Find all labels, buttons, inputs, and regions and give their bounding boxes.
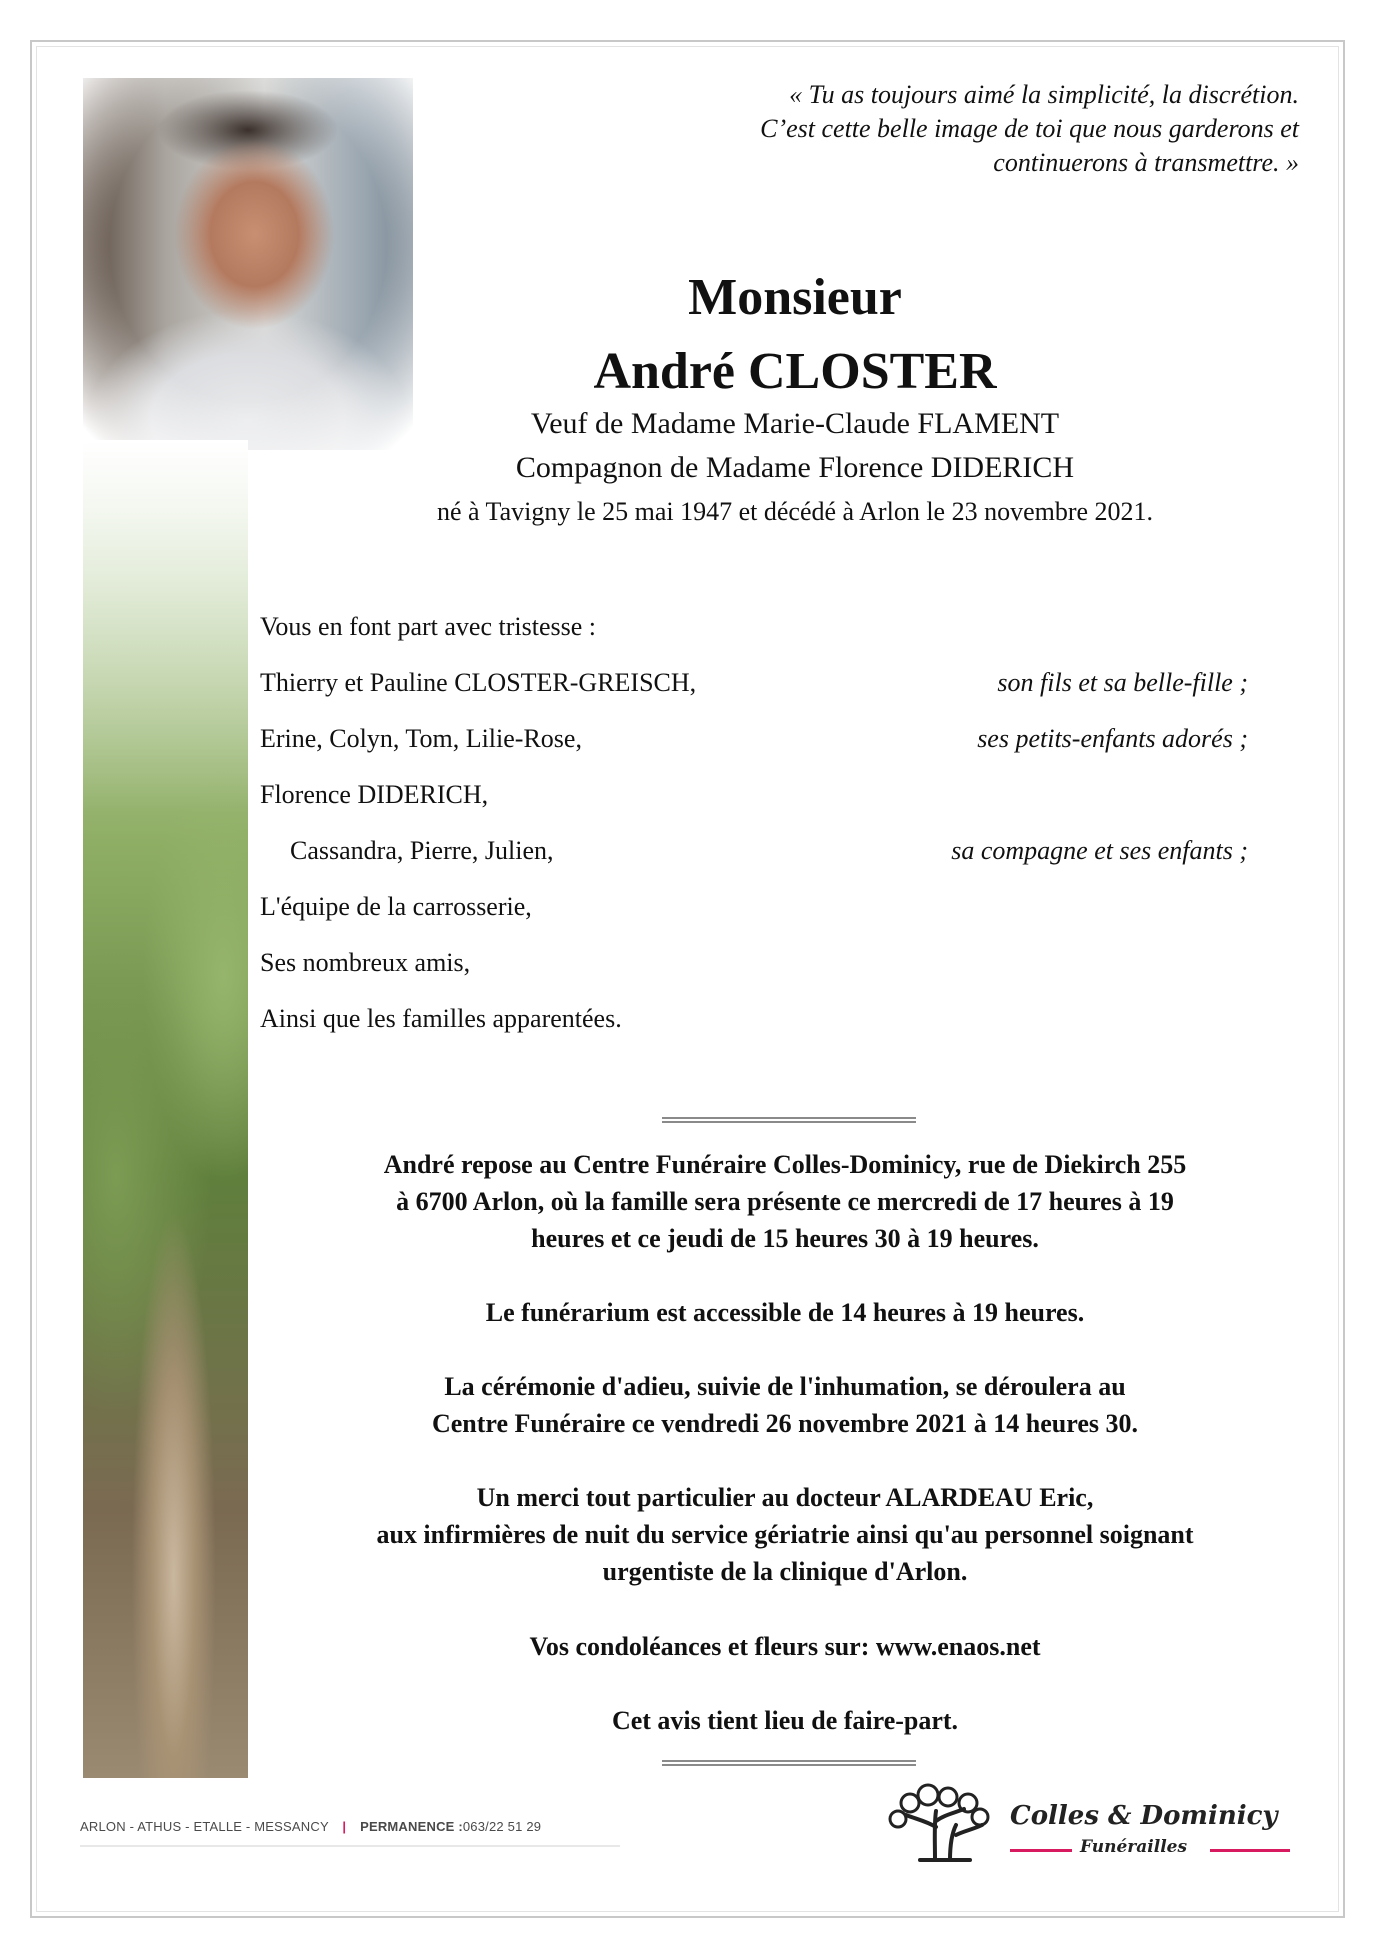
repose-line: à 6700 Arlon, où la famille sera présente ce mercredi de 17 heures à 19 — [396, 1187, 1174, 1216]
family-row — [260, 668, 1260, 724]
ceremony-line: Centre Funéraire ce vendredi 26 novembre 2021 à 14 heures 30. — [431, 1409, 1138, 1438]
thanks-line: Un merci tout particulier au docteur ALARDEAU Eric, — [476, 1483, 1094, 1512]
family-relation: ses petits-enfants adorés ; — [977, 724, 1248, 753]
memorial-quote — [499, 78, 1299, 180]
repose-line: heures et ce jeudi de 15 heures 30 à 19 heures. — [531, 1224, 1039, 1253]
repose-paragraph — [260, 1146, 1310, 1257]
tree-icon — [880, 1775, 1000, 1865]
permanence-label: PERMANENCE : — [360, 1819, 463, 1834]
family-member: Cassandra, Pierre, Julien, — [290, 836, 554, 865]
footer-contact — [80, 1819, 541, 1834]
logo-subtitle: Funérailles — [1080, 1837, 1188, 1857]
thanks-paragraph — [260, 1479, 1310, 1590]
family-row — [260, 948, 1260, 1004]
quote-line: continuerons à transmettre. » — [993, 148, 1299, 177]
family-row — [260, 1004, 1260, 1060]
family-list — [260, 612, 1260, 1060]
honorific: Monsieur — [688, 269, 902, 326]
family-row — [260, 724, 1260, 780]
quote-line: « Tu as toujours aimé la simplicité, la discrétion. — [789, 80, 1299, 109]
condolences-line: Vos condoléances et fleurs sur: www.enaos.net — [529, 1632, 1041, 1661]
family-member: Erine, Colyn, Tom, Lilie-Rose, — [260, 724, 582, 753]
condolences-paragraph — [260, 1628, 1310, 1665]
family-row — [260, 892, 1260, 948]
footer-locations: ARLON - ATHUS - ETALLE - MESSANCY — [80, 1819, 329, 1834]
funerarium-line: Le funérarium est accessible de 14 heures à 19 heures. — [485, 1298, 1085, 1327]
family-relation: sa compagne et ses enfants ; — [951, 836, 1248, 865]
family-member: Ses nombreux amis, — [260, 948, 471, 977]
birth-death-line: né à Tavigny le 25 mai 1947 et décédé à Arlon le 23 novembre 2021. — [436, 497, 1154, 526]
footer-separator: | — [342, 1819, 347, 1834]
family-intro: Vous en font part avec tristesse : — [260, 612, 596, 641]
ceremony-paragraph — [260, 1368, 1310, 1442]
notice-paragraph — [260, 1702, 1310, 1739]
logo-name: Colles & Dominicy — [1010, 1801, 1278, 1831]
section-divider — [662, 1117, 916, 1123]
partner-line: Compagnon de Madame Florence DIDERICH — [515, 451, 1075, 484]
repose-line: André repose au Centre Funéraire Colles-Dominicy, rue de Diekirch 255 — [383, 1150, 1187, 1179]
thanks-line: urgentiste de la clinique d'Arlon. — [602, 1557, 968, 1586]
family-member: Florence DIDERICH, — [260, 780, 489, 809]
family-row — [260, 836, 1260, 892]
family-intro-row — [260, 612, 1260, 668]
logo-accent-bar — [1010, 1849, 1072, 1852]
logo-accent-bar — [1210, 1849, 1290, 1852]
forest-path-image — [83, 440, 248, 1778]
family-member: Thierry et Pauline CLOSTER-GREISCH, — [260, 668, 697, 697]
funerarium-paragraph — [260, 1294, 1310, 1331]
family-relation: son fils et sa belle-fille ; — [997, 668, 1248, 697]
quote-line: C’est cette belle image de toi que nous garderons et — [760, 114, 1299, 143]
family-row — [260, 780, 1260, 836]
ceremony-line: La cérémonie d'adieu, suivie de l'inhumation, se déroulera au — [444, 1372, 1126, 1401]
deceased-name: André CLOSTER — [593, 343, 997, 400]
company-logo — [880, 1775, 1300, 1865]
spouse-line: Veuf de Madame Marie-Claude FLAMENT — [530, 407, 1060, 440]
notice-line: Cet avis tient lieu de faire-part. — [611, 1706, 959, 1735]
permanence-phone: 063/22 51 29 — [462, 1819, 542, 1834]
family-member: Ainsi que les familles apparentées. — [260, 1004, 622, 1033]
thanks-line: aux infirmières de nuit du service gériatrie ainsi qu'au personnel soignant — [376, 1520, 1194, 1549]
family-member: L'équipe de la carrosserie, — [260, 892, 532, 921]
footer-rule — [80, 1845, 620, 1847]
section-divider — [662, 1760, 916, 1766]
